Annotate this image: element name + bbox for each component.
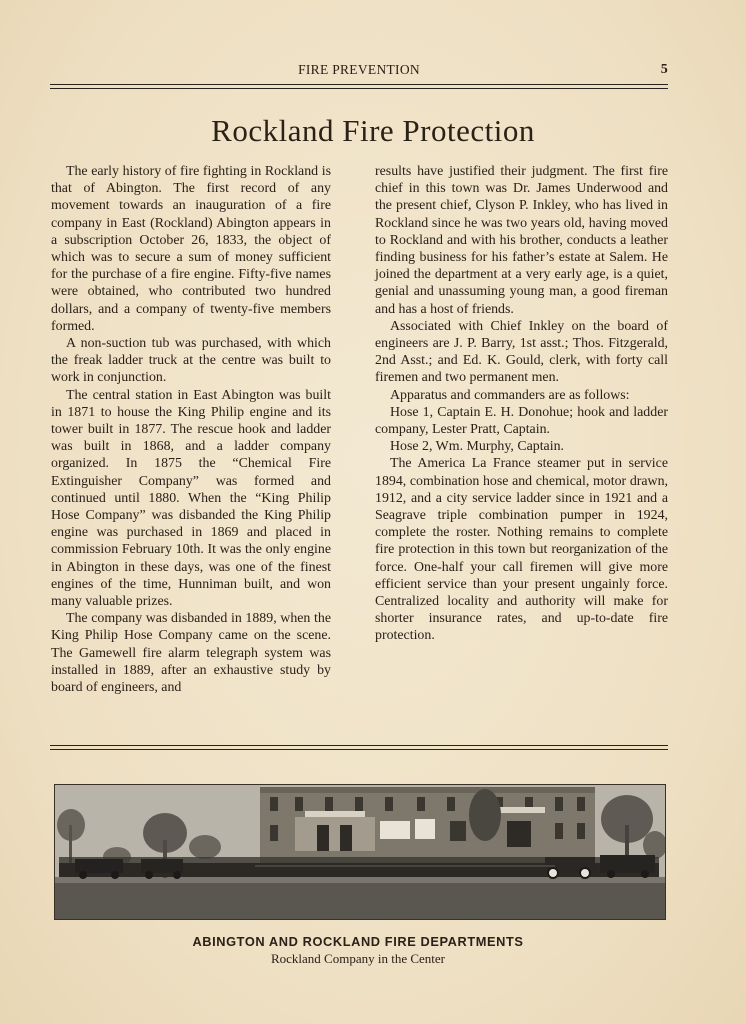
running-title: FIRE PREVENTION: [298, 62, 420, 77]
paragraph: A non-suction tub was purchased, with which the freak ladder truck at the centre was built to work in conjunction.: [51, 336, 331, 386]
paragraph: The company was disbanded in 1889, when the King Philip Hose Company came on the scene. The Gamewell fire alarm telegraph system was installed in 1889, after an exhaustive study by board of engineers, and: [51, 611, 331, 696]
paragraph: Hose 1, Captain E. H. Donohue; hook and ladder company, Lester Pratt, Captain.: [375, 404, 668, 438]
right-column: [375, 163, 668, 645]
running-header: [50, 62, 668, 82]
paragraph: results have justified their judgment. The first fire chief in this town was Dr. James Underwood and the present chief, Clyson P. Inkley, who has lived in Rockland since he was two years old, having moved to Rockland and with his brother, conducts a leather finding business for his father’s estate at Salem. He joined the department at a very early age, is a quiet, genial and unassuming young man, a good fireman and has a host of friends.: [375, 164, 668, 317]
paragraph: The early history of fire fighting in Rockland is that of Abington. The first record of any movement towards an inauguration of a fire company in East (Rockland) Abington appears in a subscription October 26, 1833, the object of which was to secure a sum of money sufficient for the purchase of a fire engine. Fifty-five names were obtained, who contributed two hundred dollars, and a company of twenty-five members formed.: [51, 164, 331, 334]
paragraph: Apparatus and commanders are as follows:: [390, 387, 630, 403]
photo-illustration: [55, 785, 665, 919]
paragraph: Hose 2, Wm. Murphy, Captain.: [390, 439, 564, 455]
section-rule: [50, 745, 668, 750]
paragraph: The central station in East Abington was built in 1871 to house the King Philip engine and its tower built in 1877. The rescue hook and ladder was built in 1868, and a ladder company organized. In 1875 the “Chemical Fire Extinguisher Company” was formed and continued until 1880. When the “King Philip Hose Company” was disbanded the King Philip engine was purchased in 1869 and placed in commission February 10th. It was the only engine in Abington in these days, was one of the finest engines of the time, Hunniman built, and won many valuable prizes.: [51, 387, 331, 610]
page-number: 5: [660, 62, 668, 77]
photo-caption-title: ABINGTON AND ROCKLAND FIRE DEPARTMENTS: [192, 934, 524, 949]
header-rule: [50, 84, 668, 89]
paragraph: The America La France steamer put in service 1894, combination hose and chemical, motor drawn, 1912, and a city service ladder since in 1921 and a Seagrave triple combination pumper in 1924, complete the roster. Nothing remains to complete fire protection in this town but reorganization of the force. One-half your call firemen will give more efficient service than your present ungainly force. Centralized locality and authority will make for shorter insurance rates, and up-to-date fire protection.: [375, 456, 668, 644]
left-column: [51, 163, 331, 696]
article-title: Rockland Fire Protection: [211, 113, 535, 148]
fire-department-photo: [54, 784, 666, 920]
paragraph: Associated with Chief Inkley on the board of engineers are J. P. Barry, 1st asst.; Thos. Fitzgerald, 2nd Asst.; and Ed. K. Gould, clerk, with forty call firemen and two permanent men.: [375, 318, 668, 386]
photo-caption-subtitle: Rockland Company in the Center: [270, 951, 446, 966]
